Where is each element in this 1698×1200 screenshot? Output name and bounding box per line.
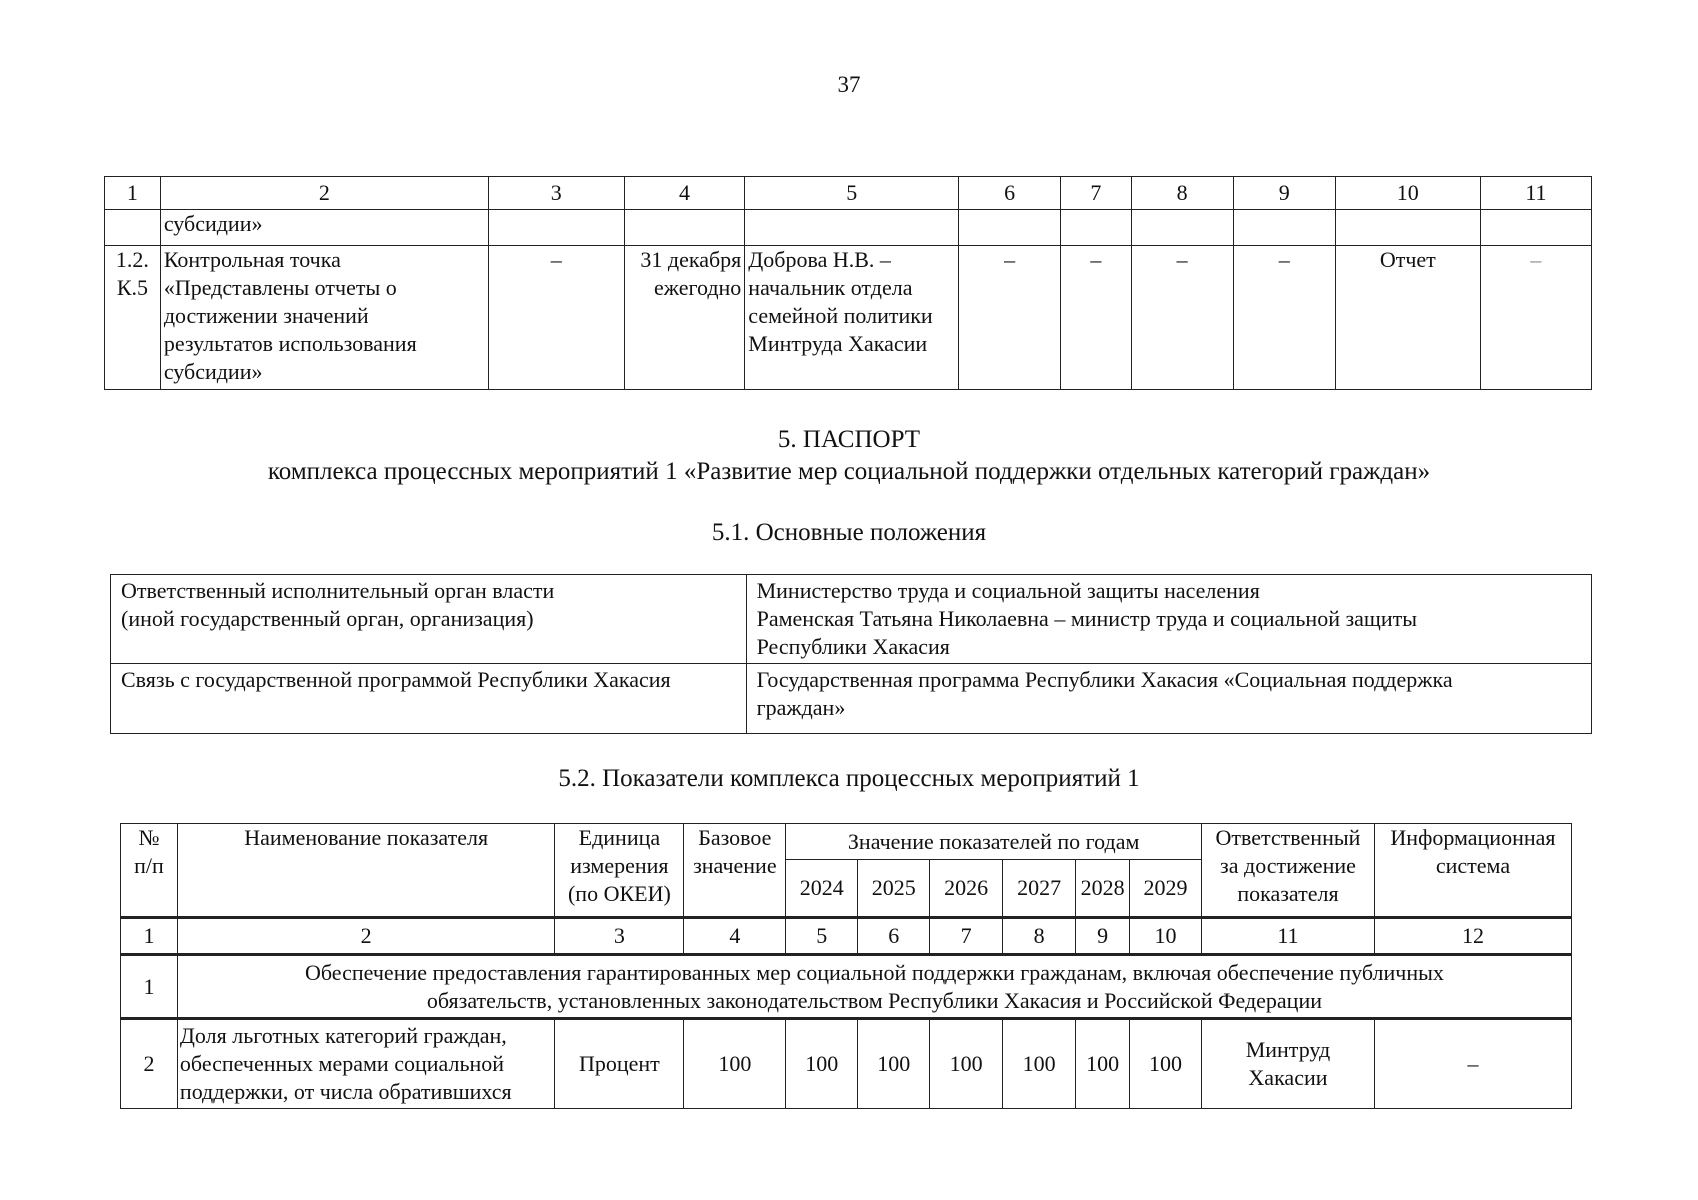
row-value: Государственная программа Республики Хакасия «Социальная поддержка граждан» xyxy=(746,664,1591,734)
header-base: Базовое значение xyxy=(684,824,786,918)
header-name: Наименование показателя xyxy=(177,824,555,918)
header-cell: 8 xyxy=(1131,177,1233,210)
info-system: – xyxy=(1374,1019,1571,1109)
header-year: 2028 xyxy=(1076,860,1130,918)
control-point-name: Контрольная точка «Представлены отчеты о достижении значений результатов использования субсидии» xyxy=(160,246,488,390)
table-row xyxy=(121,1019,1572,1109)
header-cell: 10 xyxy=(1335,177,1480,210)
base-value: 100 xyxy=(684,1019,786,1109)
cell: – xyxy=(488,246,624,390)
column-number-row xyxy=(105,177,1592,210)
row-label: Ответственный исполнительный орган власти (иной государственный орган, организация) xyxy=(111,575,747,664)
section-subtitle: комплекса процессных мероприятий 1 «Развитие мер социальной поддержки отдельных категорий граждан» xyxy=(267,458,1431,485)
col-number: 11 xyxy=(1202,918,1375,955)
row-value: Министерство труда и социальной защиты населения Раменская Татьяна Николаевна – министр труда и социальной защиты Республики Хакасия xyxy=(746,575,1591,664)
header-cell: 9 xyxy=(1233,177,1335,210)
responsible-person: Доброва Н.В. – начальник отдела семейной политики Минтруда Хакасии xyxy=(745,246,959,390)
col-number: 5 xyxy=(786,918,858,955)
group-row xyxy=(121,955,1572,1019)
header-year: 2025 xyxy=(858,860,930,918)
group-number: 1 xyxy=(121,955,178,1019)
col-number: 4 xyxy=(684,918,786,955)
col-number: 9 xyxy=(1076,918,1130,955)
table-row xyxy=(111,575,1592,664)
year-value: 100 xyxy=(930,1019,1003,1109)
col-number: 7 xyxy=(930,918,1003,955)
header-cell: 3 xyxy=(488,177,624,210)
header-unit: Единица измерения (по ОКЕИ) xyxy=(555,824,684,918)
basic-provisions-table xyxy=(110,574,1592,734)
page-number: 37 xyxy=(837,72,861,97)
deadline: 31 декабря ежегодно xyxy=(624,246,745,390)
cell: – xyxy=(1131,246,1233,390)
cell: – xyxy=(1480,246,1591,390)
row-number: 2 xyxy=(121,1019,178,1109)
header-year: 2029 xyxy=(1130,860,1202,918)
control-points-table xyxy=(104,176,1592,390)
col-number: 3 xyxy=(555,918,684,955)
year-value: 100 xyxy=(1076,1019,1130,1109)
header-cell: 2 xyxy=(160,177,488,210)
year-value: 100 xyxy=(1130,1019,1202,1109)
header-cell: 6 xyxy=(959,177,1061,210)
header-year: 2026 xyxy=(930,860,1003,918)
year-value: 100 xyxy=(1003,1019,1076,1109)
col-number: 10 xyxy=(1130,918,1202,955)
header-num: № п/п xyxy=(121,824,178,918)
header-years-group: Значение показателей по годам xyxy=(786,824,1202,860)
col-number: 1 xyxy=(121,918,178,955)
header-responsible: Ответственный за достижение показателя xyxy=(1202,824,1375,918)
indicator-name: Доля льготных категорий граждан, обеспеченных мерами социальной поддержки, от числа обратившихся xyxy=(177,1019,555,1109)
header-row xyxy=(121,824,1572,860)
cell: – xyxy=(1061,246,1131,390)
year-value: 100 xyxy=(858,1019,930,1109)
header-cell: 4 xyxy=(624,177,745,210)
document-type: Отчет xyxy=(1335,246,1480,390)
cell: – xyxy=(1233,246,1335,390)
header-cell: 7 xyxy=(1061,177,1131,210)
col-number: 12 xyxy=(1374,918,1571,955)
continuation-text: субсидии» xyxy=(160,210,488,246)
responsible: Минтруд Хакасии xyxy=(1202,1019,1375,1109)
subsection-title: 5.1. Основные положения xyxy=(711,519,987,546)
header-year: 2027 xyxy=(1003,860,1076,918)
indicators-table xyxy=(120,823,1572,1109)
header-cell: 1 xyxy=(105,177,161,210)
row-label: Связь с государственной программой Республики Хакасия xyxy=(111,664,747,734)
table-row xyxy=(111,664,1592,734)
section-title: 5. ПАСПОРТ xyxy=(777,426,921,453)
header-year: 2024 xyxy=(786,860,858,918)
year-value: 100 xyxy=(786,1019,858,1109)
col-number: 8 xyxy=(1003,918,1076,955)
continuation-row xyxy=(105,210,1592,246)
header-info-system: Информационная система xyxy=(1374,824,1571,918)
cell: – xyxy=(959,246,1061,390)
header-cell: 11 xyxy=(1480,177,1591,210)
subsection-title: 5.2. Показатели комплекса процессных мероприятий 1 xyxy=(558,765,1140,792)
column-number-row xyxy=(121,918,1572,955)
unit: Процент xyxy=(555,1019,684,1109)
header-cell: 5 xyxy=(745,177,959,210)
table-row xyxy=(105,246,1592,390)
col-number: 6 xyxy=(858,918,930,955)
row-number: 1.2. К.5 xyxy=(105,246,161,390)
col-number: 2 xyxy=(177,918,555,955)
group-title: Обеспечение предоставления гарантированных мер социальной поддержки гражданам, включая обеспечение публичных обязательств, установленных законодательством Республики Хакасия и Российской Федерации xyxy=(177,955,1571,1019)
